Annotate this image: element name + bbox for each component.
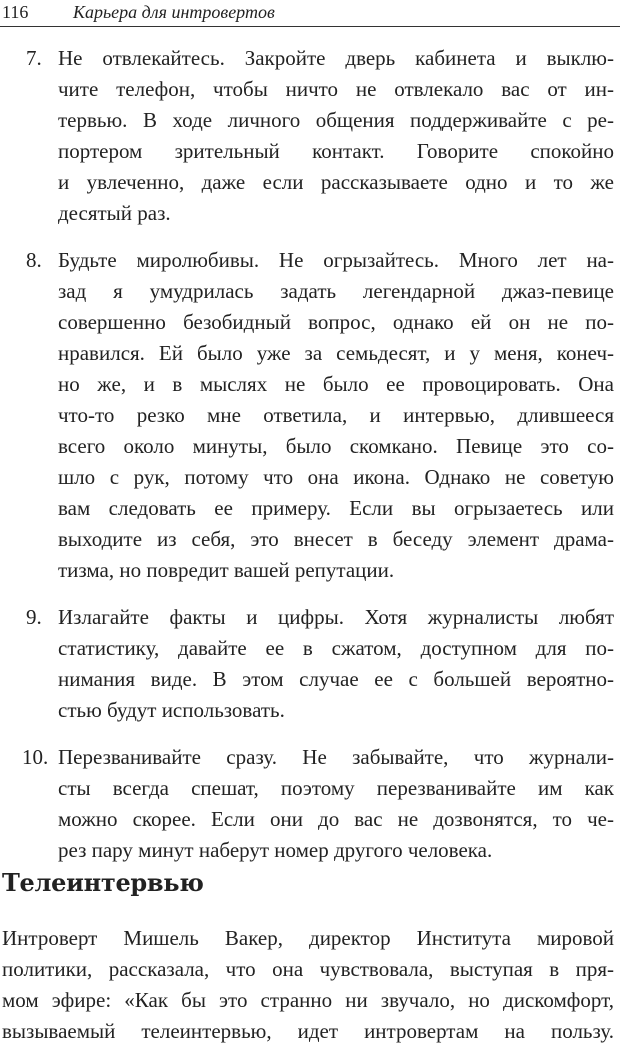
text-line: рез пару минут наберут номер другого человека. bbox=[58, 838, 493, 862]
text-line: вызываемый телеинтервью, идет интровертам на пользу. bbox=[2, 1019, 614, 1043]
text-line: стью будут использовать. bbox=[58, 698, 285, 722]
text-line: но же, и в мыслях не было ее провоцировать. Она bbox=[58, 372, 614, 396]
item-number: 7. bbox=[26, 46, 42, 70]
text-line: Не отвлекайтесь. Закройте дверь кабинета и выклю- bbox=[58, 46, 614, 70]
book-title: Карьера для интровертов bbox=[73, 2, 275, 22]
item-number: 8. bbox=[26, 248, 42, 272]
body-paragraph bbox=[2, 923, 614, 1047]
text-line: Излагайте факты и цифры. Хотя журналисты любят bbox=[58, 605, 614, 629]
text-line: всего около минуты, было скомкано. Певице это со- bbox=[58, 434, 614, 458]
text-line: десятый раз. bbox=[58, 201, 171, 225]
text-line: Будьте миролюбивы. Не огрызайтесь. Много лет на- bbox=[58, 248, 614, 272]
text-line: статистику, давайте ее в сжатом, доступном для по- bbox=[58, 636, 614, 660]
item-text bbox=[58, 742, 614, 866]
text-line: можно скорее. Если они до вас не дозвонятся, то че- bbox=[58, 807, 614, 831]
running-head bbox=[0, 0, 620, 27]
list-item-9 bbox=[0, 602, 620, 726]
text-line: что-то резко мне ответила, и интервью, длившееся bbox=[58, 403, 614, 427]
text-line: и увлеченно, даже если рассказываете одно и то же bbox=[58, 170, 614, 194]
text-line: совершенно безобидный вопрос, однако ей он не по- bbox=[58, 310, 614, 334]
list-item-7 bbox=[0, 43, 620, 229]
text-line: тизма, но повредит вашей репутации. bbox=[58, 558, 395, 582]
page-number: 116 bbox=[2, 2, 29, 22]
text-line: Перезванивайте сразу. Не забывайте, что журнали- bbox=[58, 745, 614, 769]
item-text bbox=[58, 602, 614, 726]
text-line: чите телефон, чтобы ничто не отвлекало вас от ин- bbox=[58, 77, 614, 101]
numbered-list bbox=[0, 43, 620, 882]
text-line: Интроверт Мишель Вакер, директор Института мировой bbox=[2, 926, 614, 950]
text-line: портером зрительный контакт. Говорите спокойно bbox=[58, 139, 614, 163]
text-line: тервью. В ходе личного общения поддерживайте с ре- bbox=[58, 108, 614, 132]
item-number: 9. bbox=[26, 605, 42, 629]
list-item-8 bbox=[0, 245, 620, 586]
item-number: 10. bbox=[22, 745, 49, 769]
text-line: нимания виде. В этом случае ее с большей вероятно- bbox=[58, 667, 614, 691]
text-line: мом эфире: «Как бы это странно ни звучало, но дискомфорт, bbox=[2, 988, 614, 1012]
text-line: политики, рассказала, что она чувствовала, выступая в пря- bbox=[2, 957, 614, 981]
text-line: зад я умудрилась задать легендарной джаз-певице bbox=[58, 279, 614, 303]
item-text bbox=[58, 43, 614, 229]
text-line: сты всегда спешат, поэтому перезванивайте им как bbox=[58, 776, 614, 800]
list-item-10 bbox=[0, 742, 620, 866]
text-line: нравился. Ей было уже за семьдесят, и у меня, конеч- bbox=[58, 341, 614, 365]
text-line: выходите из себя, это внесет в беседу элемент драма- bbox=[58, 527, 614, 551]
text-line: вам следовать ее примеру. Если вы огрызаетесь или bbox=[58, 496, 614, 520]
item-text bbox=[58, 245, 614, 586]
text-line: шло с рук, потому что она икона. Однако не советую bbox=[58, 465, 614, 489]
section-heading: Телеинтервью bbox=[2, 868, 204, 897]
